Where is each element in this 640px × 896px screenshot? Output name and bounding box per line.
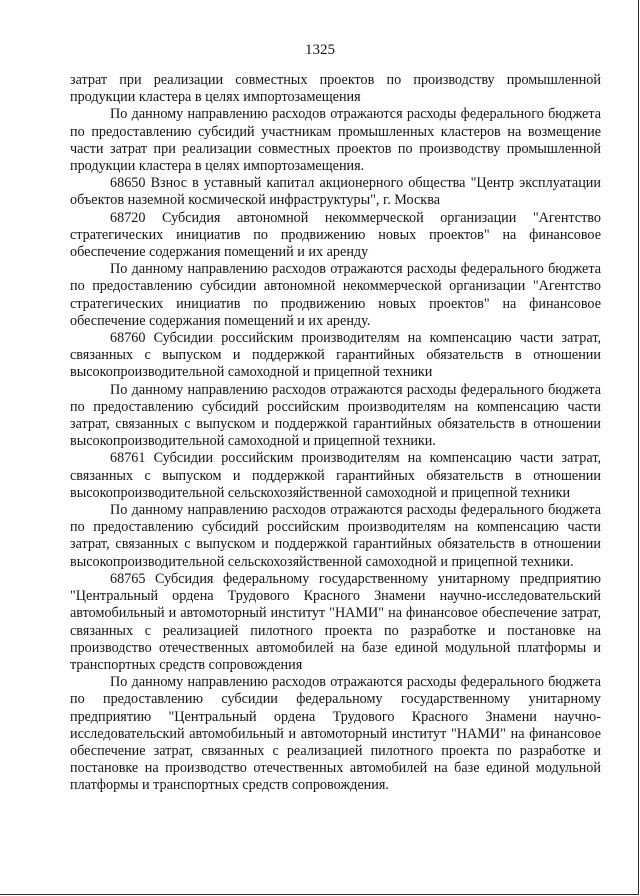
paragraph-description: По данному направлению расходов отражаются расходы федерального бюджета по предоставлению субсидий российским производителям на компенсацию части затрат, связанных с выпуском и поддержкой гарантийных обязательств в отношении высокопроизводительной сельскохозяйственной самоходной и прицепной техники. <box>70 502 601 570</box>
paragraph-continuation: затрат при реализации совместных проектов по производству промышленной продукции кластера в целях импортозамещения <box>70 72 601 106</box>
page-number: 1325 <box>305 42 335 58</box>
paragraph-code-68650: 68650 Взнос в уставный капитал акционерного общества "Центр эксплуатации объектов наземной космической инфраструктуры", г. Москва <box>70 175 601 209</box>
paragraph-description: По данному направлению расходов отражаются расходы федерального бюджета по предоставлению субсидий российским производителям на компенсацию части затрат, связанных с выпуском и поддержкой гарантийных обязательств в отношении высокопроизводительной самоходной и прицепной техники. <box>70 381 601 450</box>
paragraph-description: По данному направлению расходов отражаются расходы федерального бюджета по предоставлению субсидии федеральному государственному унитарному предприятию "Центральный ордена Трудового Красного Знамени научно-исследовательский автомобильный и автомоторный институт "НАМИ" на финансовое обеспечение затрат, связанных с реализацией пилотного проекта по разработке и постановке на производство отечественных автомобилей на базе единой модульной платформы и транспортных средств сопровождения. <box>70 674 601 794</box>
document-body <box>70 72 601 795</box>
paragraph-code-68760: 68760 Субсидии российским производителям на компенсацию части затрат, связанных с выпуском и поддержкой гарантийных обязательств в отношении высокопроизводительной самоходной и прицепной техники <box>70 330 601 381</box>
paragraph-code-68761: 68761 Субсидии российским производителям на компенсацию части затрат, связанных с выпуском и поддержкой гарантийных обязательств в отношении высокопроизводительной сельскохозяйственной самоходной и прицепной техники <box>70 450 601 501</box>
paragraph-description: По данному направлению расходов отражаются расходы федерального бюджета по предоставлению субсидий участникам промышленных кластеров на возмещение части затрат при реализации совместных проектов по производству промышленной продукции кластера в целях импортозамещения. <box>70 106 601 175</box>
paragraph-description: По данному направлению расходов отражаются расходы федерального бюджета по предоставлению субсидии автономной некоммерческой организации "Агентство стратегических инициатив по продвижению новых проектов" на финансовое обеспечение содержания помещений и их аренду. <box>70 261 601 329</box>
paragraph-code-68720: 68720 Субсидия автономной некоммерческой организации "Агентство стратегических инициатив по продвижению новых проектов" на финансовое обеспечение содержания помещений и их аренду <box>70 209 601 261</box>
paragraph-code-68765: 68765 Субсидия федеральному государственному унитарному предприятию "Центральный ордена Трудового Красного Знамени научно-исследовательский автомобильный и автомоторный институт "НАМИ" на финансовое обеспечение затрат, связанных с реализацией пилотного проекта по разработке и постановке на производство отечественных автомобилей на базе единой модульной платформы и транспортных средств сопровождения <box>70 570 601 673</box>
